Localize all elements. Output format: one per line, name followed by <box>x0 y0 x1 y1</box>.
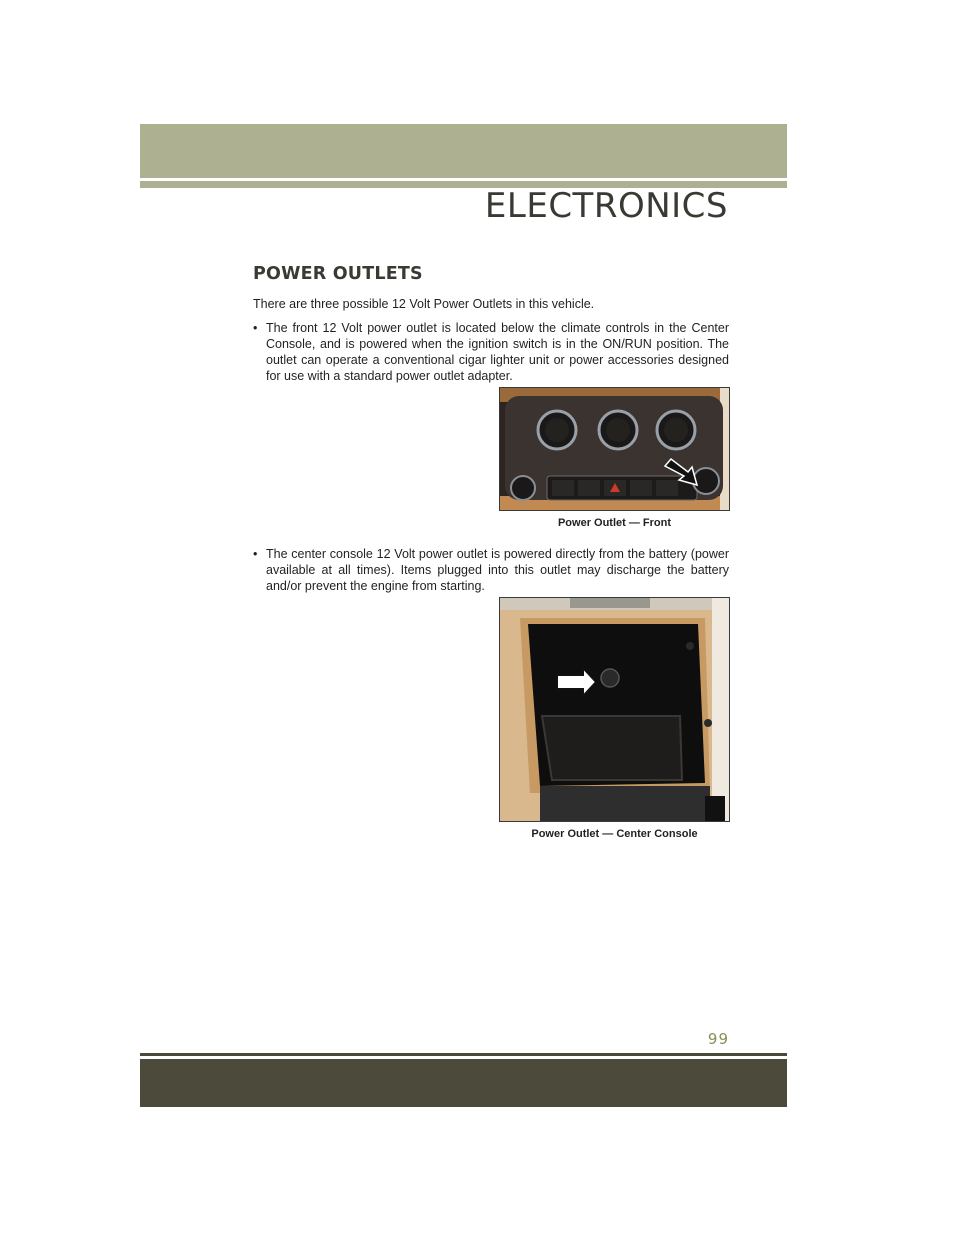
section-title: ELECTRONICS <box>484 186 728 226</box>
bullet-center-console-outlet <box>253 546 729 594</box>
intro-paragraph: There are three possible 12 Volt Power Outlets in this vehicle. <box>253 297 595 311</box>
bullet-text: The front 12 Volt power outlet is located below the climate controls in the Center Console, and is powered when the ignition switch is in the ON/RUN position. The outlet can operate a conventional cigar lighter unit or power accessories designed for use with a standard power outlet adapter. <box>266 321 729 383</box>
center-console-illustration <box>500 598 729 821</box>
front-outlet-photo <box>499 387 730 511</box>
footer-band <box>140 1059 787 1107</box>
header-band <box>140 124 787 178</box>
figure-caption-center-console: Power Outlet — Center Console <box>531 828 698 840</box>
footer-rule <box>140 1053 787 1056</box>
figure-caption-front: Power Outlet — Front <box>557 517 672 529</box>
bullet-text: The center console 12 Volt power outlet is powered directly from the battery (power available at all times). Items plugged into this outlet may discharge the battery and/or prevent the engine from starting. <box>266 547 729 593</box>
bullet-front-outlet <box>253 320 729 384</box>
bullet-marker: • <box>253 321 258 335</box>
front-outlet-illustration <box>500 388 729 510</box>
page-number: 99 <box>707 1030 729 1048</box>
page-heading: POWER OUTLETS <box>253 264 423 284</box>
center-console-outlet-photo <box>499 597 730 822</box>
bullet-marker: • <box>253 547 258 561</box>
